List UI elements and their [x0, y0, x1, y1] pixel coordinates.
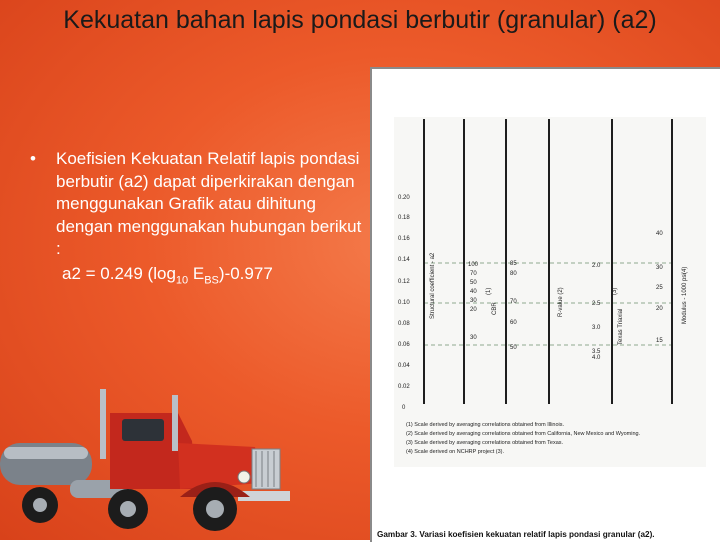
svg-text:0.20: 0.20: [398, 195, 410, 201]
svg-text:25: 25: [656, 285, 663, 291]
svg-text:0: 0: [402, 405, 406, 411]
svg-text:30: 30: [470, 298, 477, 304]
col6-num: (4): [682, 266, 688, 274]
footnote: (1) Scale derived by averaging correlations obtained from Illinois.: [406, 422, 565, 428]
col4-label: R-value (2): [558, 287, 564, 317]
nomograph-svg: [372, 69, 720, 542]
svg-text:60: 60: [510, 320, 517, 326]
footnote: (3) Scale derived by averaging correlations obtained from Texas.: [406, 440, 564, 446]
nomograph-figure: [370, 67, 720, 542]
footnote: (4) Scale derived on NCHRP project (3).: [406, 449, 505, 455]
col3-label: CBR: [492, 302, 498, 315]
svg-text:40: 40: [656, 231, 663, 237]
formula-suffix: )-0.977: [218, 263, 273, 283]
svg-text:85: 85: [510, 261, 517, 267]
svg-text:0.10: 0.10: [398, 300, 410, 306]
formula-sub-base: 10: [175, 273, 189, 286]
svg-text:15: 15: [656, 338, 663, 344]
svg-text:3.5: 3.5: [592, 349, 601, 355]
col5-num: (3): [612, 287, 618, 295]
svg-text:3.0: 3.0: [592, 325, 601, 331]
formula-sub-bs: BS: [204, 273, 219, 286]
col5-label: Texas Triaxial: [618, 308, 624, 345]
svg-text:50: 50: [510, 345, 517, 351]
svg-text:0.12: 0.12: [398, 279, 410, 285]
formula-mid: E: [188, 263, 205, 283]
svg-text:30: 30: [656, 265, 663, 271]
svg-text:70: 70: [510, 299, 517, 305]
svg-text:30: 30: [470, 335, 477, 341]
svg-text:2.5: 2.5: [592, 301, 601, 307]
svg-text:0.04: 0.04: [398, 363, 410, 369]
bullet-marker: •: [30, 149, 36, 168]
col2-label: (1): [486, 287, 492, 295]
slide-title: Kekuatan bahan lapis pondasi berbutir (granular) (a2): [63, 6, 657, 34]
svg-text:80: 80: [510, 271, 517, 277]
svg-text:0.16: 0.16: [398, 236, 410, 242]
svg-text:100: 100: [468, 262, 479, 268]
svg-text:40: 40: [470, 289, 477, 295]
svg-text:20: 20: [470, 307, 477, 313]
bullet-list: [30, 148, 368, 291]
formula: [30, 263, 368, 292]
svg-text:50: 50: [470, 280, 477, 286]
svg-text:70: 70: [470, 271, 477, 277]
svg-text:0.02: 0.02: [398, 384, 410, 390]
footnote: (2) Scale derived by averaging correlations obtained from California, New Mexico and Wyoming.: [406, 431, 641, 437]
svg-text:0.06: 0.06: [398, 342, 410, 348]
col6-label: Modulus - 1000 psi: [682, 273, 688, 324]
svg-text:2.0: 2.0: [592, 263, 601, 269]
truck-illustration: [0, 385, 320, 540]
bullet-text: Koefisien Kekuatan Relatif lapis pondasi berbutir (a2) dapat diperkirakan dengan menggunakan Grafik atau dihitung dengan menggunakan hubungan berikut :: [56, 149, 362, 258]
svg-text:0.18: 0.18: [398, 215, 410, 221]
formula-prefix: a2 = 0.249 (log: [62, 263, 176, 283]
svg-text:0.14: 0.14: [398, 257, 410, 263]
col1-label: Structural coefficient - a2: [430, 252, 436, 319]
svg-text:0.08: 0.08: [398, 321, 410, 327]
bullet-item: [30, 148, 368, 261]
truck-window: [122, 419, 164, 441]
figure-caption: Gambar 3. Variasi koefisien kekuatan relatif lapis pondasi granular (a2).: [377, 530, 655, 539]
svg-text:20: 20: [656, 306, 663, 312]
svg-text:4.0: 4.0: [592, 355, 601, 361]
